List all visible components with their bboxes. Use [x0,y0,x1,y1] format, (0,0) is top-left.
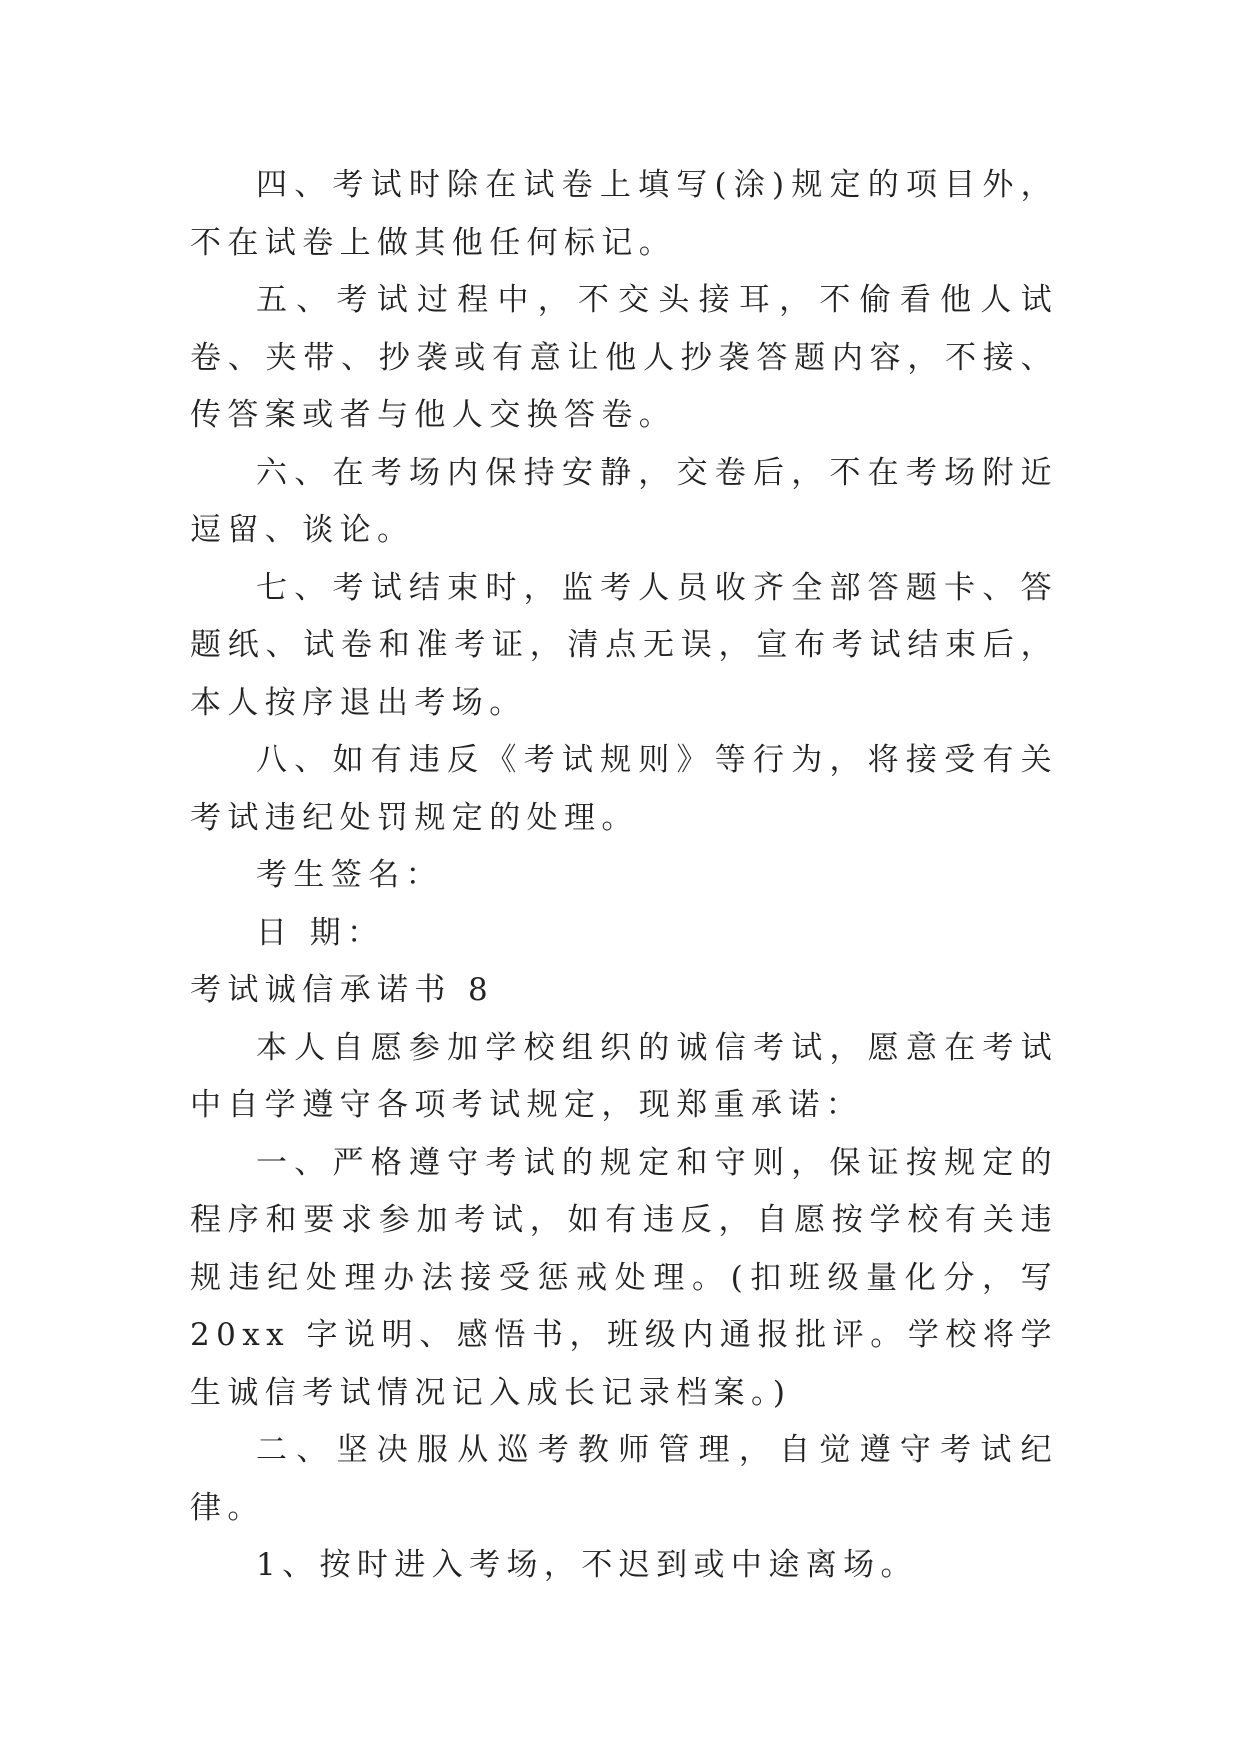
rule-paragraph-5: 五、考试过程中，不交头接耳，不偷看他人试卷、夹带、抄袭或有意让他人抄袭答题内容，不接、传答案或者与他人交换答卷。 [190,282,1058,433]
rule-paragraph-4: 四、考试时除在试卷上填写(涂)规定的项目外，不在试卷上做其他任何标记。 [190,167,1058,261]
pledge-paragraph-2: 二、坚决服从巡考教师管理，自觉遵守考试纪律。 [190,1432,1058,1526]
rule-paragraph-7: 七、考试结束时，监考人员收齐全部答题卡、答题纸、试卷和准考证，清点无误，宣布考试结束后，本人按序退出考场。 [190,569,1058,721]
intro-paragraph: 本人自愿参加学校组织的诚信考试，愿意在考试中自学遵守各项考试规定，现郑重承诺： [190,1029,1058,1123]
signature-label: 考生签名： [256,857,443,893]
date-label: 日 期： [256,914,385,951]
document-body [190,157,1058,1595]
pledge-item-1: 1、按时进入考场，不迟到或中途离场。 [256,1547,918,1583]
rule-paragraph-6: 六、在考场内保持安静，交卷后，不在考场附近逗留、谈论。 [190,454,1058,548]
rule-paragraph-8: 八、如有违反《考试规则》等行为，将接受有关考试违纪处罚规定的处理。 [190,742,1058,836]
pledge-paragraph-1: 一、严格遵守考试的规定和守则，保证按规定的程序和要求参加考试，如有违反，自愿按学校有关违规违纪处理办法接受惩戒处理。(扣班级量化分，写 20xx 字说明、感悟书，班级内通报批评。学校将学生诚信考试情况记入成长记录档案。) [190,1144,1058,1411]
section-title: 考试诚信承诺书 8 [190,972,495,1008]
